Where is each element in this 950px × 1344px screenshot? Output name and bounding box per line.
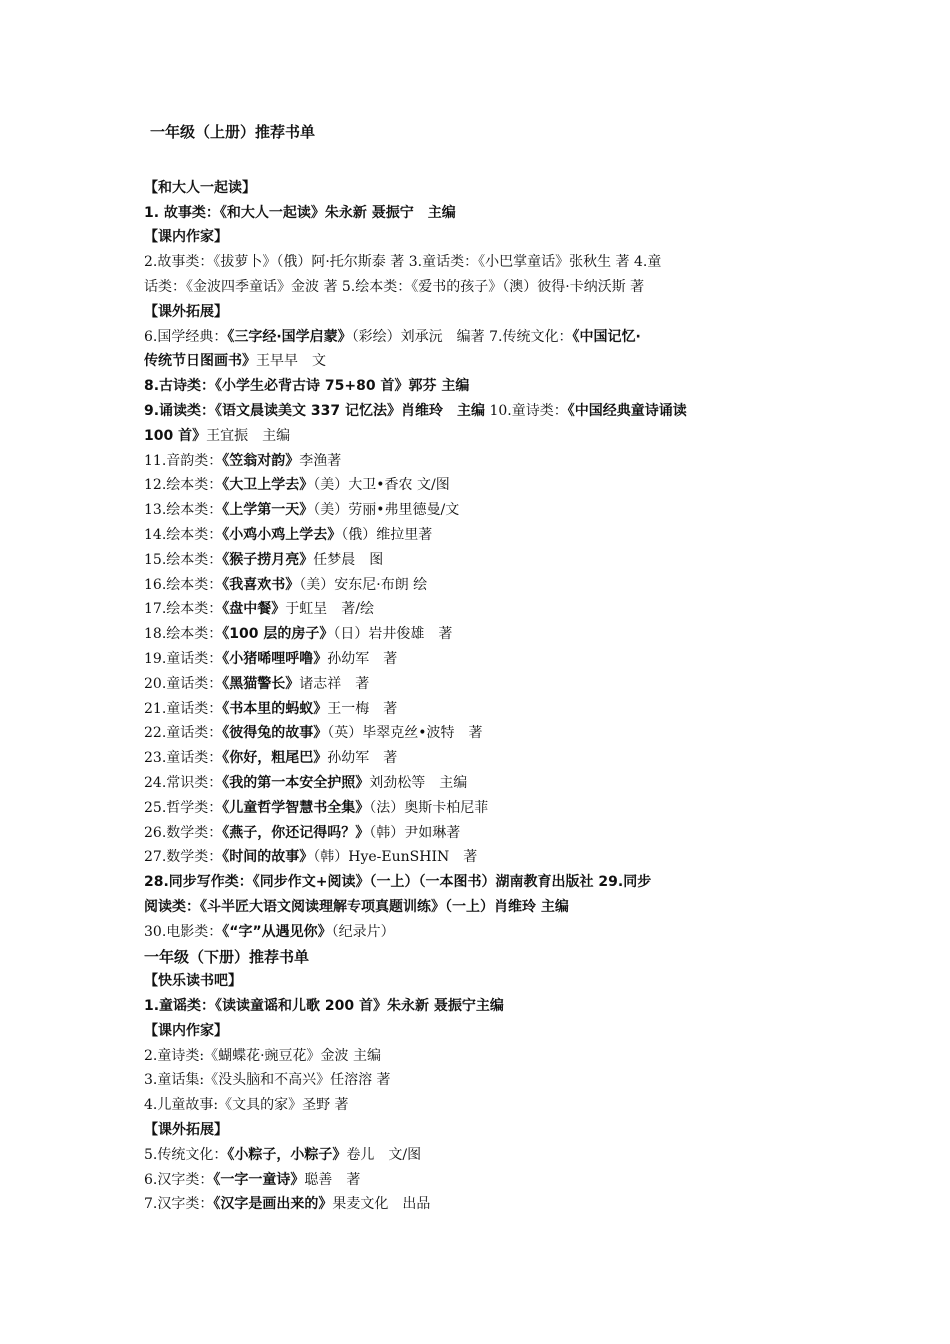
entry-book-title: 《儿童哲学智慧书全集》 [222,799,370,816]
entry-category: 13.绘本类： [144,502,223,519]
entry-category: 6.国学经典： [144,328,228,345]
book-entry-9-10-line1 [144,399,824,424]
entry-book-title: 《上学第一天》 [222,502,314,519]
entry-author: 王一梅 著 [327,700,398,717]
entry-author: 刘劲松等 主编 [369,774,468,791]
entry-category: 7.汉字类： [144,1196,214,1213]
entry-book-title: 《你好，粗尾巴》 [222,750,328,767]
book-entry-28-29-line1: 28.同步写作类：《同步作文+阅读》（一上）（一本图书）湖南教育出版社 29.同步 [144,874,652,891]
entry-author: 任梦晨 图 [313,551,384,568]
entry-author: （美）安东尼·布朗 绘 [299,576,428,593]
entry-author: 诸志祥 著 [299,675,370,692]
book-entry [144,821,824,846]
entry-author: （彩绘）刘承沅 编著 7.传统文化： [351,328,573,345]
book-entry [144,746,824,771]
book-entry [144,622,824,647]
book-entry-6-7-line1 [144,325,824,350]
book-entry [144,523,824,548]
book-entry [144,548,824,573]
entry-book-title: 100 首》 [144,427,207,444]
book-entry-2-4-line1: 2.故事类：《拔萝卜》（俄）阿·托尔斯泰 著 3.童话类：《小巴掌童话》张秋生 著 4.童 [144,254,662,271]
entry-author: （俄）维拉里著 [341,526,433,543]
book-entry [144,473,824,498]
book-entry [144,449,824,474]
entry-author: （美）大卫•香农 文/图 [313,477,450,494]
section-heading-extended-reading-lower: 【课外拓展】 [144,1122,228,1139]
book-entry-8: 8.古诗类：《小学生必背古诗 75+80 首》郭芬 主编 [144,378,470,395]
entry-author: （法）奥斯卡柏尼菲 [369,799,489,816]
entry-category: 11.音韵类： [144,452,223,469]
document-page [144,120,824,1217]
entry-category: 20.童话类： [144,675,223,692]
entry-category: 5.传统文化： [144,1146,228,1163]
entry-book-title: 《中国经典童诗诵读 [567,402,687,419]
book-entry [144,845,824,870]
book-entry [144,672,824,697]
entry-category: 21.童话类： [144,700,223,717]
entry-author: 卷儿 文/图 [346,1146,422,1163]
book-entry-1: 1. 故事类：《和大人一起读》朱永新 聂振宁 主编 [144,204,456,221]
entry-author: （韩）尹如琳著 [369,824,461,841]
section-heading-textbook-authors-lower: 【课内作家】 [144,1022,228,1039]
book-entry [144,573,824,598]
book-entry [144,697,824,722]
section-heading-happy-reading: 【快乐读书吧】 [144,973,242,990]
entry-book-title: 《“字”从遇见你》 [222,923,332,940]
entry-author: 孙幼军 著 [327,650,398,667]
book-entry-lower-3: 3.童话集:《没头脑和不高兴》任溶溶 著 [144,1072,391,1089]
entry-category: 22.童话类： [144,725,223,742]
book-entry-28-29-line2: 阅读类：《斗半匠大语文阅读理解专项真题训练》（一上）肖维玲 主编 [144,898,569,915]
entry-author: 王早早 文 [256,353,326,370]
entry-author: （日）岩井俊雄 著 [333,626,453,643]
book-entry-lower-4: 4.儿童故事:《文具的家》圣野 著 [144,1097,349,1114]
book-entry [144,647,824,672]
book-entry-30 [144,920,824,945]
entry-book-title: 《彼得兔的故事》 [222,725,328,742]
book-entry [144,597,824,622]
entry-book-title: 《小粽子，小粽子》 [227,1146,347,1163]
entry-category: 16.绘本类： [144,576,223,593]
entry-category: 10.童诗类： [485,402,568,419]
book-entry-lower-6 [144,1168,824,1193]
entry-category: 17.绘本类： [144,601,223,618]
lower-term-heading: 一年级（下册）推荐书单 [144,947,310,966]
entry-category: 23.童话类： [144,750,223,767]
entry-book-title: 《燕子，你还记得吗？》 [222,824,370,841]
entry-category: 12.绘本类： [144,477,223,494]
entry-category: 27.数学类： [144,849,223,866]
entry-category: 24.常识类： [144,774,223,791]
entry-book-title: 《100 层的房子》 [222,626,334,643]
entry-category: 14.绘本类： [144,526,223,543]
entry-category: 19.童话类： [144,650,223,667]
entry-category: 26.数学类： [144,824,223,841]
entry-author: （纪录片） [331,923,395,940]
entry-book-title: 《大卫上学去》 [222,477,314,494]
book-entry [144,498,824,523]
entry-book-title: 传统节日图画书》 [144,353,256,370]
section-heading-textbook-authors: 【课内作家】 [144,229,228,246]
spacer [144,145,824,176]
book-entry [144,796,824,821]
book-list-upper [144,449,824,871]
entry-category: 15.绘本类： [144,551,223,568]
book-entry [144,771,824,796]
entry-category: 25.哲学类： [144,799,223,816]
book-entry-6-7-line2 [144,349,824,374]
entry-author: （英）毕翠克丝•波特 著 [327,725,483,742]
entry-book-title: 《盘中餐》 [222,601,286,618]
book-entry-lower-5 [144,1143,824,1168]
entry-book-title: 《小猪唏哩呼噜》 [222,650,328,667]
page-title: 一年级（上册）推荐书单 [150,123,316,141]
book-entry-9-10-line2 [144,424,824,449]
entry-book-title: 《猴子捞月亮》 [222,551,314,568]
entry-category: 6.汉字类： [144,1171,214,1188]
section-heading-extended-reading: 【课外拓展】 [144,303,228,320]
entry-book-title: 《汉字是画出来的》 [213,1196,333,1213]
section-heading-read-with-adults: 【和大人一起读】 [144,179,256,196]
entry-category: 30.电影类： [144,923,223,940]
entry-book-title: 《书本里的蚂蚁》 [222,700,328,717]
entry-book-title: 《一字一童诗》 [213,1171,305,1188]
entry-book-title: 《三字经·国学启蒙》 [227,328,352,345]
entry-author: 果麦文化 出品 [332,1196,431,1213]
entry-book-title: 《我喜欢书》 [222,576,300,593]
entry-author: 于虹呈 著/绘 [285,601,374,618]
entry-book-title: 9.诵读类：《语文晨读美文 337 记忆法》肖维玲 主编 [144,402,486,419]
book-entry-2-4-line2: 话类：《金波四季童话》金波 著 5.绘本类：《爱书的孩子》（澳）彼得·卡纳沃斯 著 [144,278,645,295]
book-entry-lower-1: 1.童谣类：《读读童谣和儿歌 200 首》朱永新 聂振宁主编 [144,998,504,1015]
entry-author: （美）劳丽•弗里德曼/文 [313,502,460,519]
entry-book-title: 《我的第一本安全护照》 [222,774,370,791]
entry-author: 孙幼军 著 [327,750,398,767]
entry-category: 18.绘本类： [144,626,223,643]
entry-book-title: 《中国记忆· [572,328,641,345]
book-entry-lower-2: 2.童诗类:《蝴蝶花·豌豆花》金波 主编 [144,1047,381,1064]
entry-book-title: 《黑猫警长》 [222,675,300,692]
entry-author: 聪善 著 [304,1171,361,1188]
book-entry-lower-7 [144,1192,824,1217]
entry-book-title: 《笠翁对韵》 [222,452,300,469]
book-entry [144,721,824,746]
entry-author: 王宜振 主编 [206,427,291,444]
entry-author: （韩）Hye-EunSHIN 著 [313,849,478,866]
entry-book-title: 《小鸡小鸡上学去》 [222,526,342,543]
entry-book-title: 《时间的故事》 [222,849,314,866]
entry-author: 李渔著 [299,452,342,469]
